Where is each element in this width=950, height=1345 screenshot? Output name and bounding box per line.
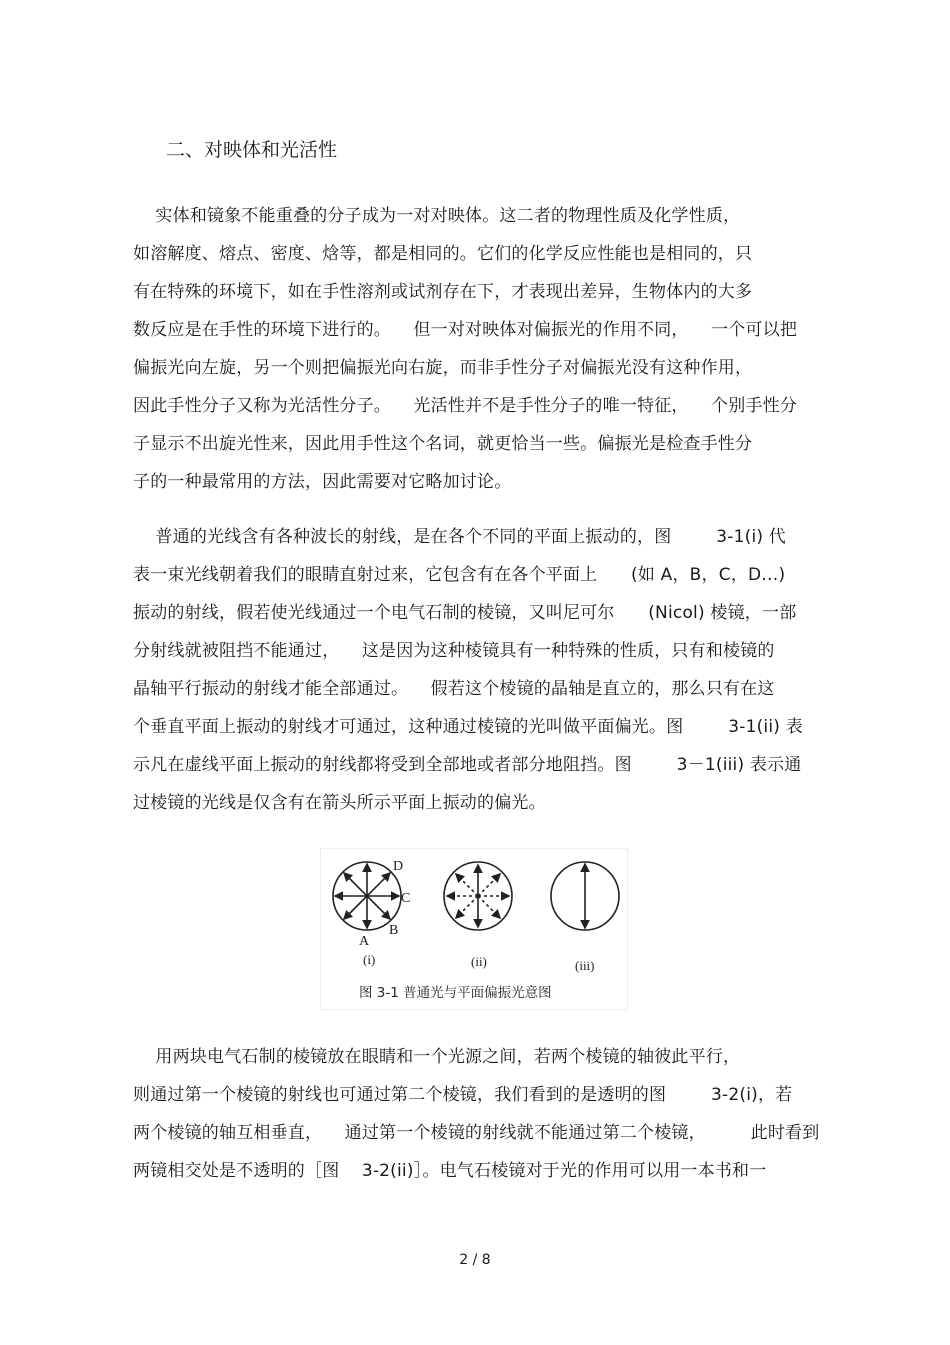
- text-line: 分射线就被阻挡不能通过， 这是因为这种棱镜具有一种特殊的性质，只有和棱镜的: [133, 641, 775, 661]
- polarized-light-circle: [551, 862, 619, 930]
- sublabel-iii: (iii): [575, 958, 595, 973]
- text-line: 因此手性分子又称为光活性分子。 光活性并不是手性分子的唯一特征， 个别手性分: [133, 396, 798, 416]
- text-line: 实体和镜象不能重叠的分子成为一对对映体。这二者的物理性质及化学性质，: [133, 206, 741, 226]
- figure-3-1: [320, 848, 628, 1010]
- label-c: C: [401, 891, 411, 906]
- text-line: 偏振光向左旋，另一个则把偏振光向右旋，而非手性分子对偏振光没有这种作用，: [133, 358, 753, 378]
- label-b: B: [389, 923, 399, 938]
- text-line: 则通过第一个棱镜的射线也可通过第二个棱镜，我们看到的是透明的图 3-2(i)，若: [133, 1085, 793, 1105]
- text-line: 用两块电气石制的棱镜放在眼睛和一个光源之间，若两个棱镜的轴彼此平行，: [133, 1047, 741, 1067]
- paragraph-1: [133, 197, 823, 501]
- text-line: 数反应是在手性的环境下进行的。 但一对对映体对偏振光的作用不同， 一个可以把: [133, 320, 798, 340]
- section-heading: 二、对映体和光活性: [166, 139, 338, 161]
- text-line: 晶轴平行振动的射线才能全部通过。 假若这个棱镜的晶轴是直立的，那么只有在这: [133, 679, 775, 699]
- prism-blocking-circle: [444, 862, 512, 930]
- sublabel-ii: (ii): [471, 954, 487, 969]
- ordinary-light-circle: [333, 862, 401, 930]
- text-line: 子显示不出旋光性来，因此用手性这个名词，就更恰当一些。偏振光是检查手性分: [133, 434, 753, 454]
- text-line: 两个棱镜的轴互相垂直， 通过第一个棱镜的射线就不能通过第二个棱镜， 此时看到: [133, 1123, 820, 1143]
- text-line: 两镜相交处是不透明的［图 3-2(ii)］。电气石棱镜对于光的作用可以用一本书和一: [133, 1161, 767, 1181]
- text-line: 如溶解度、熔点、密度、焓等，都是相同的。它们的化学反应性能也是相同的，只: [133, 244, 753, 264]
- paragraph-2: [133, 518, 823, 822]
- text-line: 示凡在虚线平面上振动的射线都将受到全部地或者部分地阻挡。图 3－1(iii) 表示通: [133, 755, 802, 775]
- text-line: 有在特殊的环境下，如在手性溶剂或试剂存在下，才表现出差异，生物体内的大多: [133, 282, 753, 302]
- text-line: 子的一种最常用的方法，因此需要对它略加讨论。: [133, 472, 512, 492]
- sublabel-i: (i): [363, 952, 376, 967]
- text-line: 普通的光线含有各种波长的射线，是在各个不同的平面上振动的，图 3-1(i) 代: [133, 527, 787, 547]
- text-line: 表一束光线朝着我们的眼睛直射过来，它包含有在各个平面上 (如 A，B，C，D…): [133, 565, 786, 585]
- text-line: 过棱镜的光线是仅含有在箭头所示平面上振动的偏光。: [133, 793, 546, 813]
- paragraph-3: [133, 1038, 823, 1190]
- text-line: 个垂直平面上振动的射线才可通过，这种通过棱镜的光叫做平面偏光。图 3-1(ii) 表: [133, 717, 803, 737]
- figure-caption: 图 3-1 普通光与平面偏振光意图: [359, 985, 552, 1001]
- polarization-diagram: [321, 849, 627, 1009]
- text-line: 振动的射线，假若使光线通过一个电气石制的棱镜，又叫尼可尔 (Nicol) 棱镜，一部: [133, 603, 797, 623]
- label-d: D: [393, 859, 404, 874]
- page-number: 2 / 8: [459, 1252, 491, 1268]
- label-a: A: [359, 934, 370, 949]
